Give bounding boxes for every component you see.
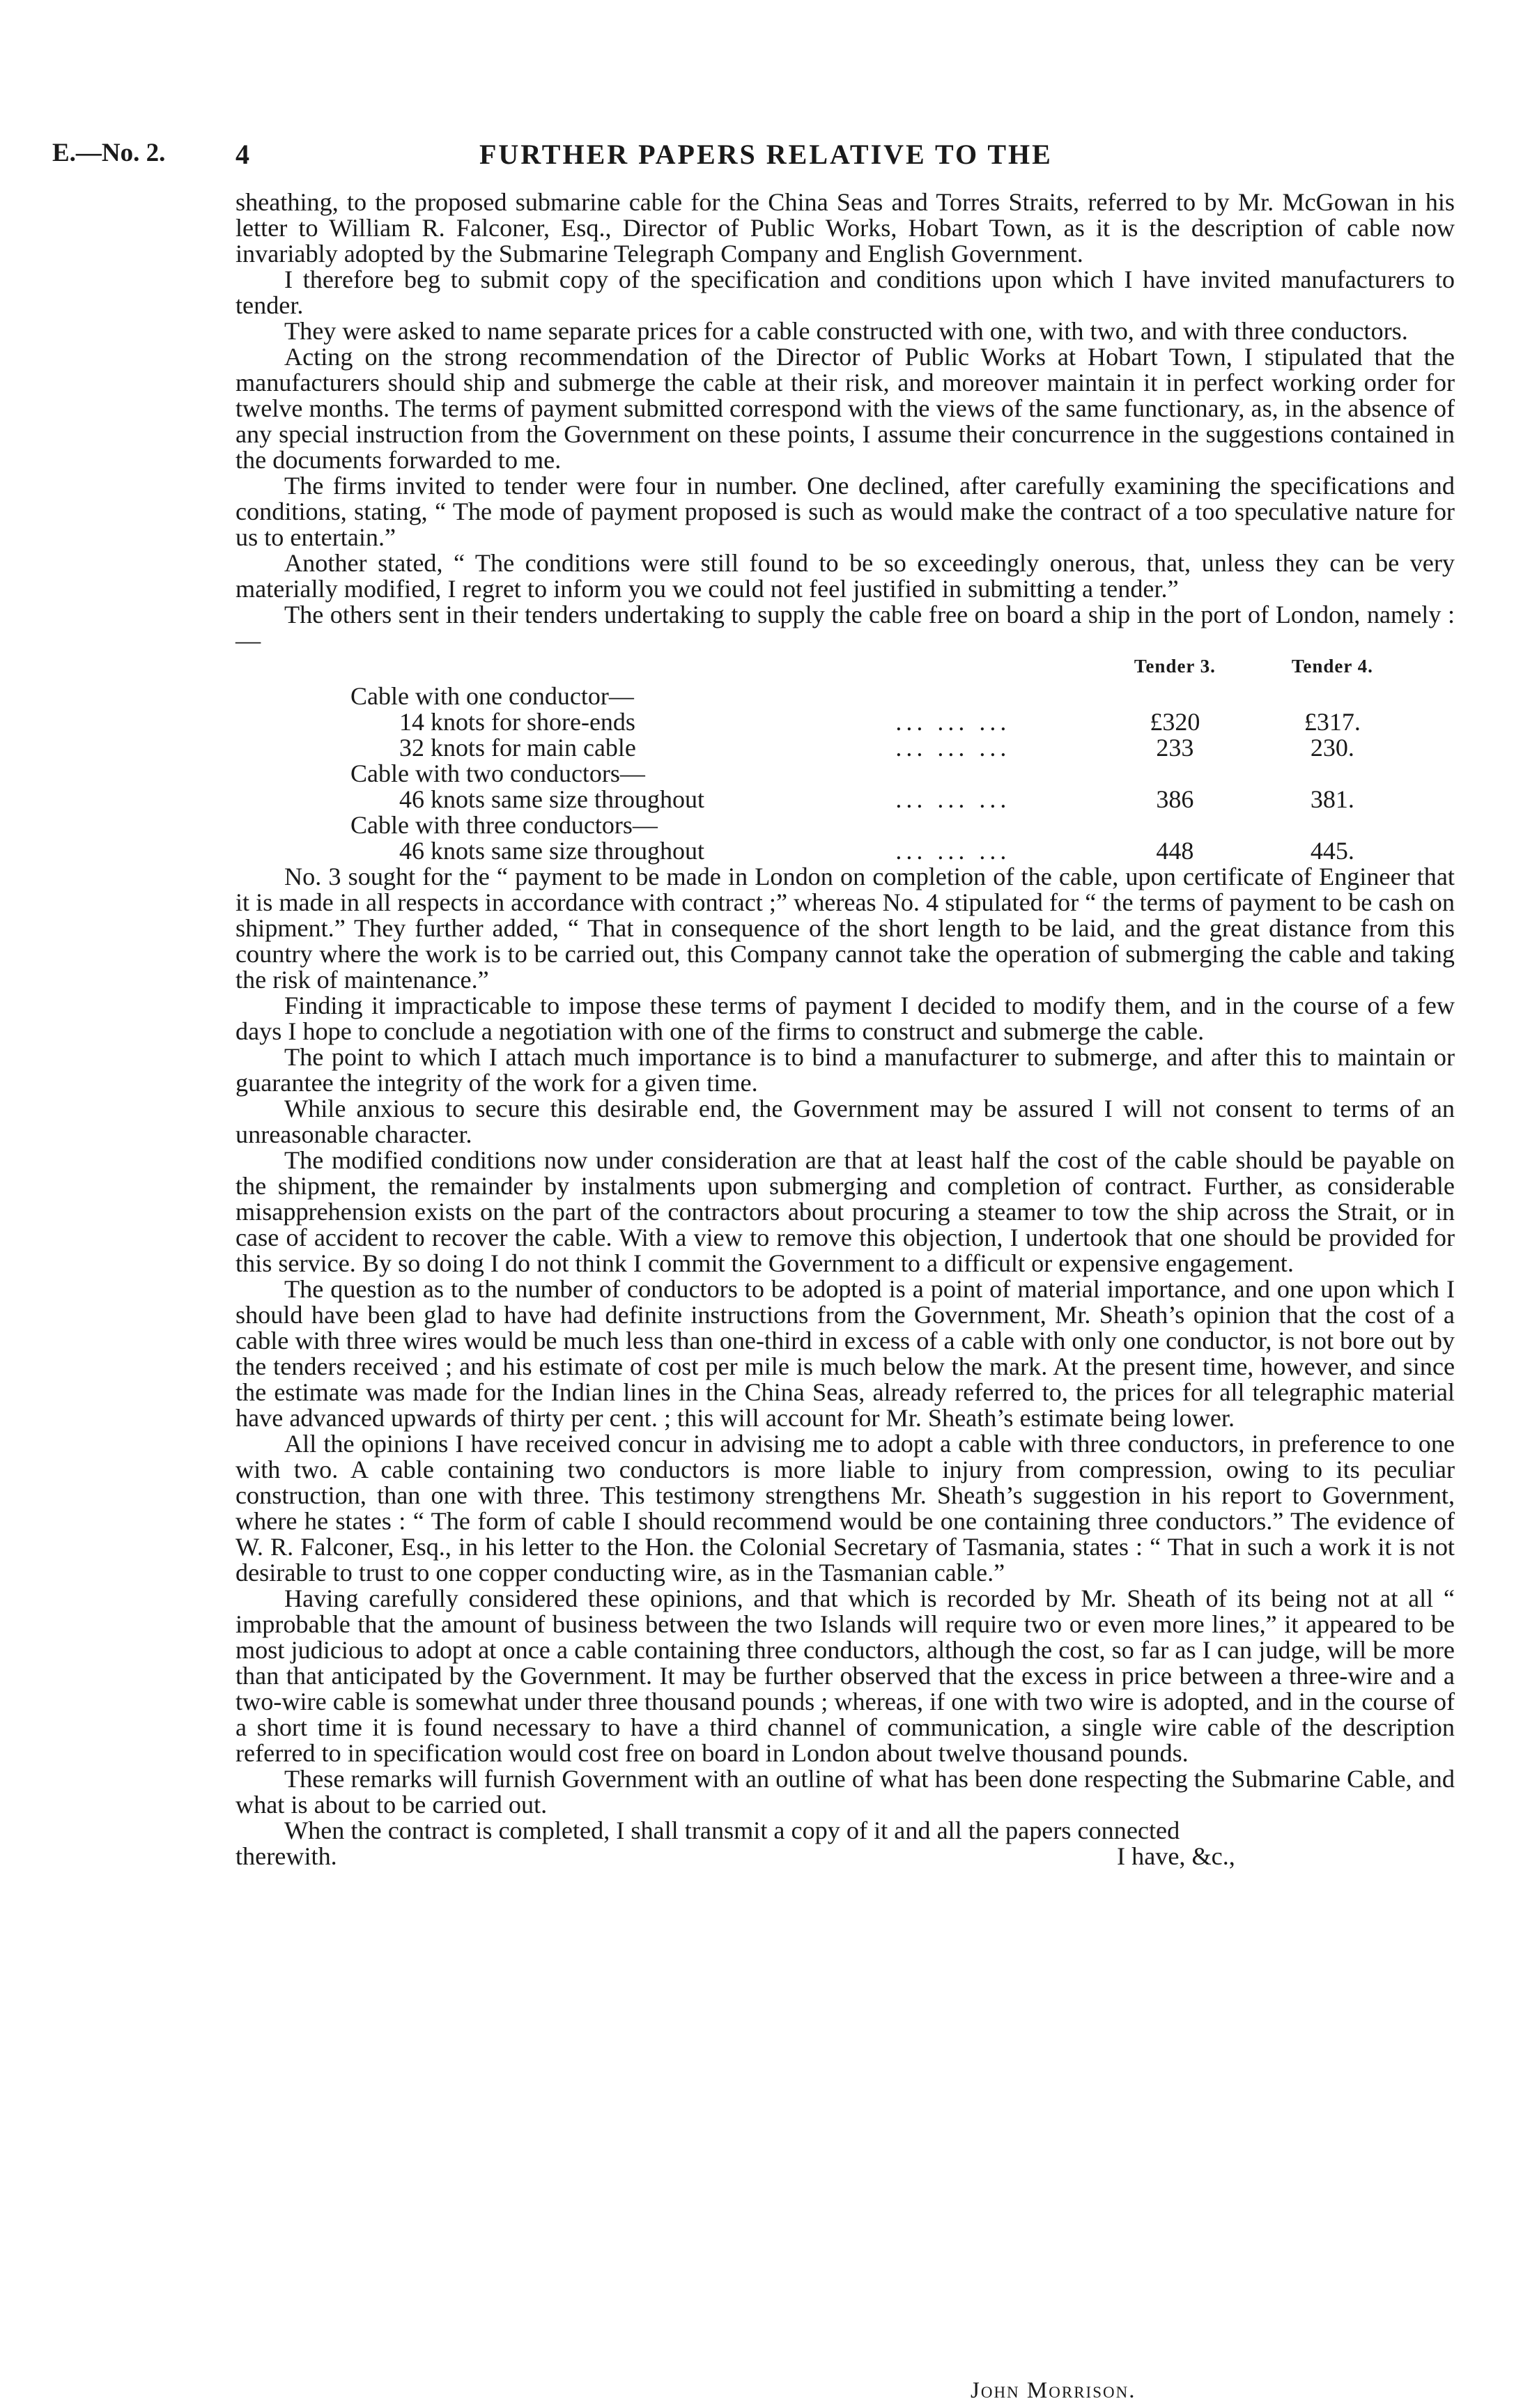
row-category: Cable with two conductors— [350, 759, 645, 787]
tender-4-price: £317. [1304, 708, 1361, 736]
table-row [350, 684, 1409, 709]
row-category: Cable with one conductor— [350, 682, 634, 710]
column-header-tender-3: Tender 3. [1134, 656, 1216, 677]
row-label: 14 knots for shore-ends [399, 708, 635, 736]
paragraph: The point to which I attach much importance is to bind a manufacturer to submerge, and after this to maintain or guarantee the integrity of the work for a given time. [235, 1043, 1455, 1097]
row-label: 32 knots for main cable [399, 734, 636, 762]
tender-3-price: 448 [1156, 837, 1194, 865]
paragraph: Acting on the strong recommendation of the Director of Public Works at Hobart Town, I stipulated that the manufacturers should ship and submerge the cable at their risk, and moreover maintain it in perfect working order for twelve months. The terms of payment submitted correspond with the views of the same functionary, as, in the absence of any special instruction from the Government on these points, I assume their concurrence in the suggestions contained in the documents forwarded to me. [235, 343, 1455, 474]
paragraph: They were asked to name separate prices for a cable constructed with one, with two, and with three conductors. [284, 317, 1408, 345]
paragraph: I therefore beg to submit copy of the specification and conditions upon which I have invited manufacturers to tender. [235, 265, 1455, 319]
table-row [350, 787, 1409, 812]
table-row [350, 761, 1409, 787]
paragraph: sheathing, to the proposed submarine cable for the China Seas and Torres Straits, referred to by Mr. McGowan in his letter to William R. Falconer, Esq., Director of Public Works, Hobart Town, as it is the description of cable now invariably adopted by the Submarine Telegraph Company and English Government. [235, 188, 1455, 268]
letter-body [235, 190, 1455, 1895]
paragraph: Finding it impracticable to impose these terms of payment I decided to modify them, and in the course of a few days I hope to conclude a negotiation with one of the firms to construct and submerge the cable. [235, 991, 1455, 1045]
tender-3-price: 386 [1156, 785, 1194, 813]
leader-dots: ... ... ... [895, 785, 1011, 813]
table-row [350, 709, 1409, 735]
closing-line-end: therewith. [235, 1842, 337, 1870]
page-number: 4 [235, 139, 249, 170]
paragraph: No. 3 sought for the “ payment to be made in London on completion of the cable, upon certificate of Engineer that it is made in all respects in accordance with contract ;” whereas No. 4 stipulated for “ the terms of payment to be cash on shipment.” They further added, “ That in consequence of the short length to be laid, and the great distance from this country where the work is to be carried out, this Company cannot take the operation of submerging the cable and taking the risk of maintenance.” [235, 863, 1455, 994]
page-header [0, 138, 1530, 180]
paragraph: Having carefully considered these opinions, and that which is recorded by Mr. Sheath of its being not at all “ improbable that the amount of business between the two Islands will require two or even more lines,” it appeared to be most judicious to adopt at once a cable containing three conductors, although the cost, so far as I can judge, will be more than that anticipated by the Government. It may be further observed that the excess in price between a three-wire and a two-wire cable is somewhat under three thousand pounds ; whereas, if one with two wire is adopted, and in the course of a short time it is found necessary to have a third channel of communication, a single wire cable of the description referred to in specification would cost free on board in London about twelve thousand pounds. [235, 1584, 1455, 1767]
column-header-tender-4: Tender 4. [1291, 656, 1373, 677]
row-label: 46 knots same size throughout [399, 837, 704, 865]
paragraph: While anxious to secure this desirable end, the Government may be assured I will not consent to terms of an unreasonable character. [235, 1095, 1455, 1148]
table-row [350, 735, 1409, 761]
tender-3-price: 233 [1156, 734, 1194, 762]
paragraph: The modified conditions now under consideration are that at least half the cost of the cable should be payable on the shipment, the remainder by instalments upon submerging and completion of contract. Further, as considerable misapprehension exists on the part of the contractors about procuring a steamer to tow the ship across the Strait, or in case of accident to recover the cable. With a view to remove this objection, I undertook that one should be provided for this service. By so doing I do not think I commit the Government to a difficult or expensive engagement. [235, 1146, 1455, 1277]
running-title: FURTHER PAPERS RELATIVE TO THE [479, 139, 1053, 170]
paragraph: The question as to the number of conductors to be adopted is a point of material importance, and one upon which I should have been glad to have had definite instructions from the Government, Mr. Sheath’s opinion that the cost of a cable with three wires would be much less than one-third in excess of a cable with only one conductor, is not bore out by the tenders received ; and his estimate of cost per mile is much below the mark. At the present time, however, and since the estimate was made for the Indian lines in the China Seas, already referred to, the prices for all telegraphic material have advanced upwards of thirty per cent. ; this will account for Mr. Sheath’s estimate being lower. [235, 1275, 1455, 1432]
tender-4-price: 445. [1310, 837, 1354, 865]
tender-table [350, 654, 1409, 864]
paragraph: The others sent in their tenders undertaking to supply the cable free on board a ship in the port of London, namely :— [235, 601, 1455, 654]
tender-4-price: 381. [1310, 785, 1354, 813]
signature: John Morrison. [971, 2378, 1136, 2403]
leader-dots: ... ... ... [895, 837, 1011, 865]
tender-4-price: 230. [1310, 734, 1354, 762]
paragraph: These remarks will furnish Government with an outline of what has been done respecting the Submarine Cable, and what is about to be carried out. [235, 1765, 1455, 1819]
paragraph: The firms invited to tender were four in number. One declined, after carefully examining the specifications and conditions, stating, “ The mode of payment proposed is such as would make the contract of a too speculative nature for us to entertain.” [235, 472, 1455, 551]
table-row [350, 838, 1409, 864]
table-row [350, 812, 1409, 838]
tender-3-price: £320 [1150, 708, 1200, 736]
document-reference: E.—No. 2. [52, 139, 166, 167]
closing-block [235, 1844, 1455, 1895]
row-label: 46 knots same size throughout [399, 785, 704, 813]
closing-line: When the contract is completed, I shall transmit a copy of it and all the papers connected [284, 1816, 1180, 1844]
leader-dots: ... ... ... [895, 708, 1011, 736]
tender-table-header [350, 654, 1409, 684]
row-category: Cable with three conductors— [350, 811, 658, 839]
valediction: I have, &c., [1117, 1842, 1235, 1870]
paragraph: All the opinions I have received concur in advising me to adopt a cable with three conductors, in preference to one with two. A cable containing two conductors is more liable to injury from compression, owing to its peculiar construction, than one with three. This testimony strengthens Mr. Sheath’s suggestion in his report to Government, where he states : “ The form of cable I should recommend would be one containing three conductors.” The evidence of W. R. Falconer, Esq., in his letter to the Hon. the Colonial Secretary of Tasmania, states : “ That in such a work it is not desirable to trust to one copper conducting wire, as in the Tasmanian cable.” [235, 1430, 1455, 1587]
leader-dots: ... ... ... [895, 734, 1011, 762]
paragraph: Another stated, “ The conditions were still found to be so exceedingly onerous, that, unless they can be very materially modified, I regret to inform you we could not feel justified in submitting a tender.” [235, 549, 1455, 603]
